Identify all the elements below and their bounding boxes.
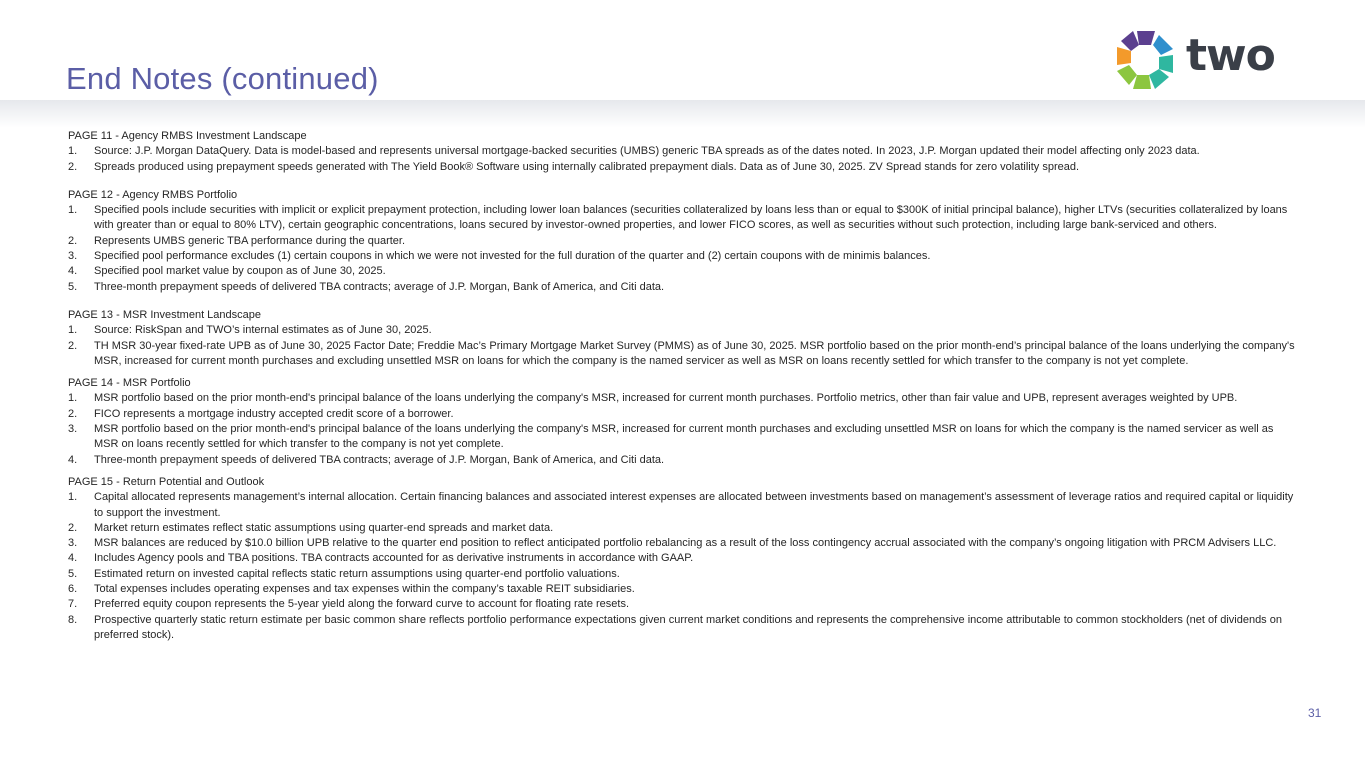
list-item <box>68 203 1298 234</box>
list-item <box>68 613 1298 644</box>
section-page-14 <box>68 376 1298 468</box>
list-item <box>68 536 1298 551</box>
item-text: Source: RiskSpan and TWO’s internal estimates as of June 30, 2025. <box>94 324 432 337</box>
list-item <box>68 597 1298 612</box>
section-page-12 <box>68 188 1298 295</box>
item-number: 1. <box>68 491 78 504</box>
item-text: FICO represents a mortgage industry accepted credit score of a borrower. <box>94 407 454 420</box>
item-number: 2. <box>68 521 78 534</box>
item-text: Specified pool market value by coupon as of June 30, 2025. <box>94 265 386 278</box>
page-number: 31 <box>1308 706 1322 720</box>
page-title: End Notes (continued) <box>66 60 379 96</box>
list-item <box>68 521 1298 536</box>
item-text: Includes Agency pools and TBA positions. TBA contracts accounted for as derivative instruments in accordance with GAAP. <box>94 552 694 565</box>
section-title: PAGE 14 - MSR Portfolio <box>68 377 191 390</box>
list-item <box>68 249 1298 264</box>
list-item <box>68 280 1298 295</box>
item-number: 2. <box>68 339 78 352</box>
item-text: Three-month prepayment speeds of delivered TBA contracts; average of J.P. Morgan, Bank of America, and Citi data. <box>94 453 665 466</box>
section-page-15 <box>68 475 1298 643</box>
list-item <box>68 264 1298 279</box>
list-item <box>68 551 1298 566</box>
item-number: 1. <box>68 145 78 158</box>
list-item <box>68 582 1298 597</box>
list-item <box>68 422 1298 453</box>
list-item <box>68 339 1298 370</box>
item-number: 7. <box>68 598 78 611</box>
item-text: Represents UMBS generic TBA performance during the quarter. <box>94 234 406 247</box>
item-text: Estimated return on invested capital reflects static return assumptions using quarter-end portfolio valuations. <box>94 567 620 580</box>
logo-mark-icon <box>1112 26 1178 92</box>
list-item <box>68 234 1298 249</box>
section-title: PAGE 15 - Return Potential and Outlook <box>68 475 265 488</box>
item-text: Three-month prepayment speeds of delivered TBA contracts; average of J.P. Morgan, Bank of America, and Citi data. <box>94 280 665 293</box>
item-number: 3. <box>68 250 78 263</box>
item-text: Prospective quarterly static return estimate per basic common share reflects portfolio performance expectations given current market conditions and represents the comprehensive income attributable to common stockholders (net of dividends on preferred stock). <box>94 613 1282 641</box>
list-item <box>68 407 1298 422</box>
list-item <box>68 453 1298 468</box>
item-number: 2. <box>68 407 78 420</box>
section-page-11 <box>68 129 1298 175</box>
end-notes-body <box>68 129 1298 656</box>
item-number: 5. <box>68 567 78 580</box>
section-title: PAGE 11 - Agency RMBS Investment Landscape <box>68 130 307 142</box>
item-number: 1. <box>68 324 78 337</box>
item-number: 1. <box>68 392 78 405</box>
item-text: MSR portfolio based on the prior month-end's principal balance of the loans underlying the company's MSR, increased for current month purchases and excluding unsettled MSR on loans for which the company is the named servicer as well as MSR on loans recently settled for which transfer to the company is not yet complete. <box>94 423 1274 451</box>
header-divider-band <box>0 100 1365 128</box>
item-text: MSR balances are reduced by $10.0 billion UPB relative to the quarter end position to reflect anticipated portfolio rebalancing as a result of the loss contingency accrual associated with the company’s ongoing litigation with PRCM Advisers LLC. <box>94 537 1277 550</box>
item-text: MSR portfolio based on the prior month-end's principal balance of the loans underlying the company's MSR, increased for current month purchases. Portfolio metrics, other than fair value and UPB, represent averages weighted by UPB. <box>94 392 1238 405</box>
item-number: 6. <box>68 583 78 596</box>
section-page-13 <box>68 308 1298 369</box>
list-item <box>68 567 1298 582</box>
item-text: Total expenses includes operating expenses and tax expenses within the company’s taxable REIT subsidiaries. <box>94 583 635 596</box>
item-text: Source: J.P. Morgan DataQuery. Data is model-based and represents universal mortgage-backed securities (UMBS) generic TBA spreads as of the dates noted. In 2023, J.P. Morgan updated their model affecting only 2023 data. <box>94 145 1200 158</box>
item-number: 3. <box>68 537 78 550</box>
section-title: PAGE 12 - Agency RMBS Portfolio <box>68 188 238 201</box>
item-number: 3. <box>68 423 78 436</box>
item-text: Preferred equity coupon represents the 5-year yield along the forward curve to account for floating rate resets. <box>94 598 630 611</box>
item-number: 4. <box>68 552 78 565</box>
item-number: 2. <box>68 160 78 173</box>
item-number: 4. <box>68 265 78 278</box>
item-number: 1. <box>68 204 78 217</box>
section-title: PAGE 13 - MSR Investment Landscape <box>68 308 261 321</box>
list-item <box>68 144 1298 159</box>
list-item <box>68 160 1298 175</box>
item-number: 8. <box>68 613 78 626</box>
item-number: 2. <box>68 234 78 247</box>
list-item <box>68 323 1298 338</box>
logo-wordmark: two <box>1186 30 1275 81</box>
item-text: Market return estimates reflect static assumptions using quarter-end spreads and market data. <box>94 521 554 534</box>
item-text: Specified pools include securities with implicit or explicit prepayment protection, including lower loan balances (securities collateralized by loans less than or equal to $300K of initial principal balance), higher LTVs (securities collateralized by loans with greater than or equal to 80% LTV), certain geographic concentrations, loans secured by investor-owned properties, and lower FICO scores, as well as securities without such protection, including large bank-serviced and others. <box>94 204 1288 232</box>
company-logo <box>1112 26 1297 92</box>
item-text: Spreads produced using prepayment speeds generated with The Yield Book® Software using internally calibrated prepayment dials. Data as of June 30, 2025. ZV Spread stands for zero volatility spread. <box>94 160 1080 173</box>
item-number: 4. <box>68 453 78 466</box>
list-item <box>68 391 1298 406</box>
item-text: Capital allocated represents management’s internal allocation. Certain financing balances and associated interest expenses are allocated between investments based on management’s assessment of leverage ratios and required capital or liquidity to support the investment. <box>94 491 1294 519</box>
item-text: Specified pool performance excludes (1) certain coupons in which we were not invested for the full duration of the quarter and (2) certain coupons with de minimis balances. <box>94 250 931 263</box>
item-text: TH MSR 30-year fixed-rate UPB as of June 30, 2025 Factor Date; Freddie Mac’s Primary Mortgage Market Survey (PMMS) as of June 30, 2025. MSR portfolio based on the prior month-end’s principal balance of the loans underlying the company's MSR, increased for current month purchases and excluding unsettled MSR on loans for which the company is the named servicer as well as MSR on loans recently settled for which transfer to the company is not yet complete. <box>94 339 1295 367</box>
item-number: 5. <box>68 280 78 293</box>
list-item <box>68 490 1298 521</box>
